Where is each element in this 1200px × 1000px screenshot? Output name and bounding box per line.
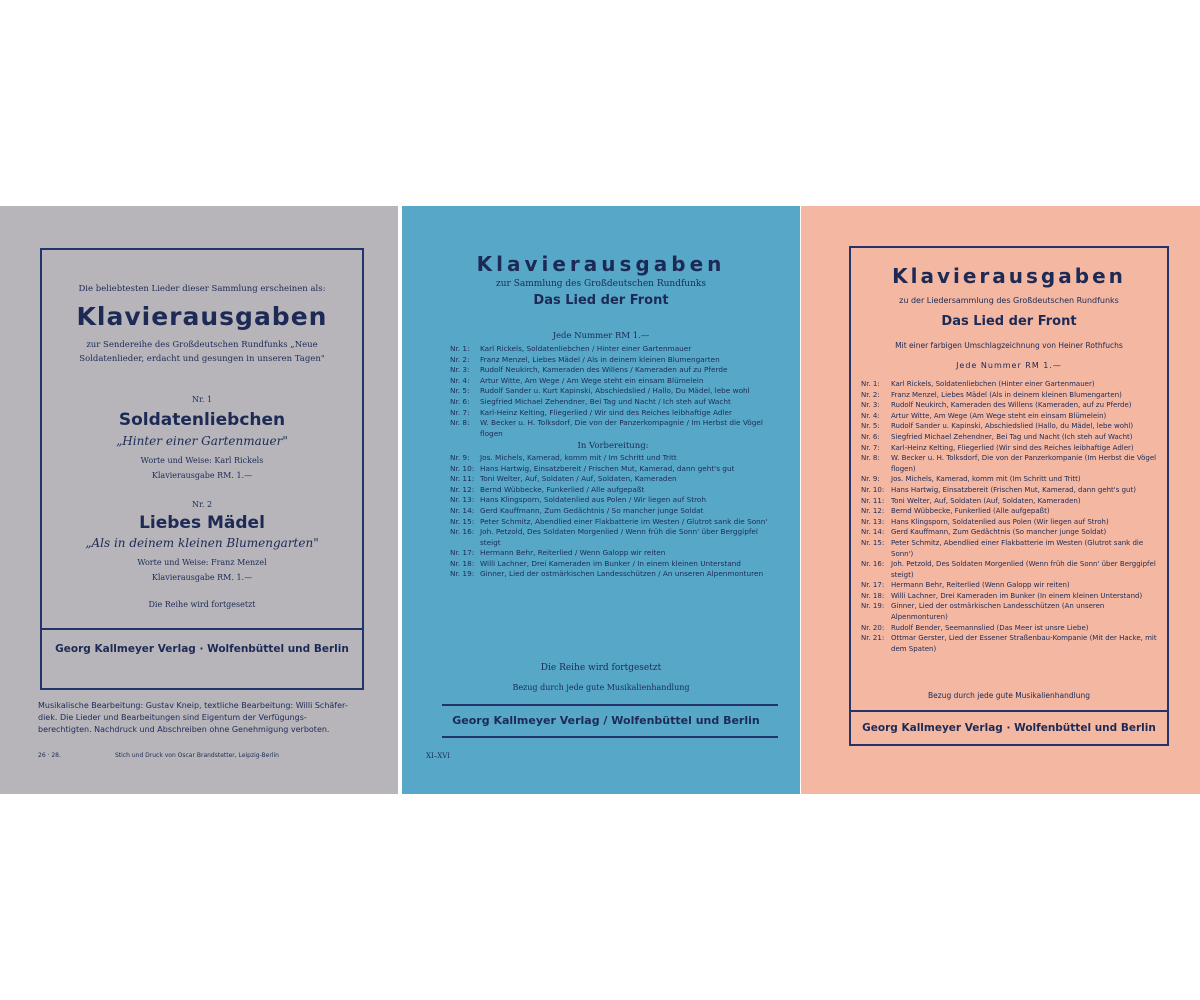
song-list (450, 344, 776, 580)
list-item (861, 411, 1159, 422)
supply-note: Bezug durch jede gute Musikalienhandlung (928, 691, 1090, 700)
item-number: Nr. 9: (861, 475, 880, 484)
cover-note: Mit einer farbigen Umschlagzeichnung von Heiner Rothfuchs (895, 341, 1123, 350)
item-text: Artur Witte, Am Wege / Am Wege steht ein einsam Blümelein (480, 375, 704, 385)
list-item (450, 355, 776, 366)
continued-note: Die Reihe wird fortgesetzt (540, 663, 662, 673)
list-item (450, 527, 776, 548)
item-number: Nr. 6: (450, 396, 470, 406)
list-item (861, 538, 1159, 559)
item-text: Franz Menzel, Liebes Mädel / Als in deinem kleinen Blumengarten (480, 354, 720, 364)
prep-heading: In Vorbereitung: (577, 441, 649, 452)
series-title: Das Lied der Front (941, 314, 1077, 329)
series-title: Das Lied der Front (533, 293, 669, 308)
item-text: Willi Lachner, Drei Kameraden im Bunker / In einem kleinen Unterstand (480, 558, 741, 568)
list-item (450, 485, 776, 496)
item-number: Nr. 17: (861, 581, 885, 590)
item-text: Karl-Heinz Kelting, Fliegerlied (Wir sind des Reiches leibhaftige Adler) (891, 443, 1134, 452)
item-number: Nr. 2 (191, 500, 213, 509)
item-number: Nr. 20: (861, 623, 885, 632)
item-text: Gerd Kauffmann, Zum Gedächtnis (So mancher junge Soldat) (891, 528, 1107, 537)
cover-frame (40, 248, 364, 690)
publisher: Georg Kallmeyer Verlag · Wolfenbüttel und Berlin (862, 722, 1156, 734)
item-text: Rudolf Neukirch, Kameraden des Willens / Kameraden auf zu Pferde (480, 365, 728, 375)
list-item (861, 601, 1159, 622)
cover-title: Klavierausgaben (476, 252, 726, 276)
list-item (861, 506, 1159, 517)
footnote-line: diek. Die Lieder und Bearbeitungen sind Eigentum der Verfügungs- (38, 713, 307, 722)
list-item (450, 464, 776, 475)
item-text: W. Becker u. H. Tolksdorf, Die von der Panzerkompanie (Im Herbst die Vögel flogen) (891, 454, 1157, 473)
item-text: Joh. Petzold, Des Soldaten Morgenlied (Wenn früh die Sonn' über Berggipfel steigt) (891, 560, 1156, 579)
divider (851, 710, 1167, 712)
item-title: Liebes Mädel (139, 513, 265, 533)
item-number: Nr. 4: (450, 375, 470, 385)
list-item (861, 443, 1159, 454)
footnote (38, 700, 368, 736)
item-number: Nr. 16: (450, 527, 475, 537)
divider (42, 628, 362, 630)
book-cover-blue (402, 206, 800, 794)
list-item (861, 517, 1159, 528)
price-line: Jede Nummer RM 1.— (956, 361, 1062, 370)
item-number: Nr. 7: (450, 407, 470, 417)
item-text: Hans Hartwig, Einsatzbereit (Frischen Mut, Kamerad, dann geht's gut) (891, 485, 1136, 494)
list-item (450, 517, 776, 528)
list-item (450, 365, 776, 376)
list-item (450, 386, 776, 397)
item-number: Nr. 2: (861, 390, 880, 399)
list-item (861, 390, 1159, 401)
item-text: Ginner, Lied der ostmärkischen Landesschützen / An unseren Alpenmonturen (480, 569, 764, 579)
item-text: Rudolf Bender, Seemannslied (Das Meer ist unsre Liebe) (891, 623, 1089, 632)
divider (442, 704, 778, 706)
item-number: Nr. 10: (450, 463, 475, 473)
item-text: Hans Klingsporn, Soldatenlied aus Polen / Wir liegen auf Stroh (480, 495, 707, 505)
list-item (861, 623, 1159, 634)
subtitle-line: Soldatenlieder, erdacht und gesungen in unseren Tagen" (79, 354, 325, 364)
item-text: W. Becker u. H. Tolksdorf, Die von der Panzerkompagnie / Im Herbst die Vögel flogen (480, 418, 763, 438)
list-item (450, 418, 776, 439)
list-item (450, 495, 776, 506)
item-text: Karl-Heinz Kelting, Fliegerlied / Wir sind des Reiches leibhaftige Adler (480, 407, 733, 417)
list-item (861, 527, 1159, 538)
list-item (861, 474, 1159, 485)
footnote-line: berechtigten. Nachdruck und Abschreiben ohne Genehmigung verboten. (38, 725, 330, 734)
item-text: Rudolf Neukirch, Kameraden des Willens (Kameraden, auf zu Pferde) (891, 401, 1132, 410)
item-number: Nr. 13: (450, 495, 475, 505)
print-numbers: XI–XVI (426, 752, 451, 760)
item-number: Nr. 13: (861, 517, 885, 526)
song-list (861, 379, 1159, 654)
item-number: Nr. 16: (861, 560, 885, 569)
subtitle-line: zur Sendereihe des Großdeutschen Rundfunks „Neue (86, 340, 318, 350)
supply-note: Bezug durch jede gute Musikalienhandlung (512, 683, 690, 692)
item-number: Nr. 5: (861, 422, 880, 431)
list-item (450, 559, 776, 570)
printer-note: Stich und Druck von Oscar Brandstetter, Leipzig-Berlin (115, 752, 279, 759)
item-text: Siegfried Michael Zehendner, Bei Tag und Nacht (Ich steh auf Wacht) (891, 432, 1133, 441)
cover-frame (849, 246, 1169, 746)
list-item (861, 580, 1159, 591)
item-number: Nr. 11: (861, 496, 885, 505)
item-text: Toni Welter, Auf, Soldaten / Auf, Soldaten, Kameraden (480, 474, 677, 484)
list-item (861, 496, 1159, 507)
list-item (450, 408, 776, 419)
list-item (861, 432, 1159, 443)
item-text: Hans Hartwig, Einsatzbereit / Frischen Mut, Kamerad, dann geht's gut (480, 463, 735, 473)
item-text: Bernd Wübbecke, Funkerlied / Alle aufgepaßt (480, 484, 645, 494)
item-number: Nr. 8: (450, 418, 470, 428)
item-price: Klavierausgabe RM. 1.— (151, 471, 253, 480)
item-text: Karl Rickels, Soldatenliebchen / Hinter einer Gartenmauer (480, 344, 692, 353)
item-price: Klavierausgabe RM. 1.— (151, 573, 253, 582)
cover-title: Klavierausgaben (76, 302, 328, 331)
list-item (450, 453, 776, 464)
item-text: Bernd Wübbecke, Funkerlied (Alle aufgepaßt) (891, 507, 1050, 516)
item-credit: Worte und Weise: Franz Menzel (137, 558, 267, 567)
item-text: Siegfried Michael Zehendner, Bei Tag und Nacht / Ich steh auf Wacht (480, 396, 731, 406)
item-text: Ottmar Gerster, Lied der Essener Straßenbau-Kompanie (Mit der Hacke, mit dem Spaten) (891, 634, 1157, 653)
item-text: Karl Rickels, Soldatenliebchen (Hinter einer Gartenmauer) (891, 380, 1095, 388)
item-text: Artur Witte, Am Wege (Am Wege steht ein einsam Blümelein) (891, 411, 1107, 420)
item-number: Nr. 21: (861, 634, 885, 643)
item-text: Joh. Petzold, Des Soldaten Morgenlied / Wenn früh die Sonn' über Berggipfel steigt (480, 527, 758, 547)
publisher: Georg Kallmeyer Verlag · Wolfenbüttel und Berlin (55, 643, 349, 655)
continued-note: Die Reihe wird fortgesetzt (148, 600, 256, 609)
item-number: Nr. 7: (861, 443, 880, 452)
item-number: Nr. 10: (861, 485, 885, 494)
item-number: Nr. 4: (861, 411, 880, 420)
item-number: Nr. 15: (450, 516, 475, 526)
cover-subtitle: zu der Liedersammlung des Großdeutschen Rundfunks (899, 296, 1119, 305)
item-text: Ginner, Lied der ostmärkischen Landesschützen (An unseren Alpenmonturen) (891, 602, 1105, 622)
list-item (861, 421, 1159, 432)
item-number: Nr. 9: (450, 452, 470, 462)
list-item (450, 474, 776, 485)
item-text: Hans Klingsporn, Soldatenlied aus Polen (Wir liegen auf Stroh) (891, 517, 1109, 526)
item-number: Nr. 6: (861, 432, 880, 441)
item-number: Nr. 1: (450, 344, 470, 353)
price-line: Jede Nummer RM 1.— (552, 331, 650, 341)
item-number: Nr. 19: (861, 602, 885, 611)
item-text: Peter Schmitz, Abendlied einer Flakbatterie im Westen (Glutrot sank die Sonn') (891, 538, 1144, 558)
item-number: Nr. 12: (861, 507, 885, 516)
item-number: Nr. 12: (450, 484, 475, 494)
item-number: Nr. 11: (450, 474, 475, 484)
list-item (861, 485, 1159, 496)
item-text: Hermann Behr, Reiterlied (Wenn Galopp wir reiten) (891, 581, 1070, 590)
item-text: Gerd Kauffmann, Zum Gedächtnis / So mancher junge Soldat (480, 505, 704, 515)
item-text: Hermann Behr, Reiterlied / Wenn Galopp wir reiten (480, 548, 666, 558)
item-text: Willi Lachner, Drei Kameraden im Bunker (In einem kleinen Unterstand) (891, 591, 1143, 600)
item-number: Nr. 3: (861, 401, 880, 410)
item-number: Nr. 5: (450, 386, 470, 396)
item-text: Rudolf Sander u. Kurt Kapinski, Abschiedslied / Hallo, Du Mädel, lebe wohl (480, 386, 750, 396)
list-item (861, 379, 1159, 390)
item-title: Soldatenliebchen (118, 410, 286, 430)
item-text: Rudolf Sander u. Kapinski, Abschiedslied (Hallo, du Mädel, lebe wohl) (891, 422, 1134, 431)
item-text: Toni Welter, Auf, Soldaten (Auf, Soldaten, Kameraden) (891, 496, 1081, 505)
list-item (450, 548, 776, 559)
item-credit: Worte und Weise: Karl Rickels (140, 456, 264, 465)
book-cover-grey (0, 206, 398, 794)
footnote-line: Musikalische Bearbeitung: Gustav Kneip, textliche Bearbeitung: Willi Schäfer- (38, 701, 348, 710)
item-text: Jos. Michels, Kamerad, komm mit (Im Schritt und Tritt) (891, 475, 1081, 484)
item-number: Nr. 1: (861, 380, 880, 388)
list-item (450, 397, 776, 408)
item-number: Nr. 8: (861, 454, 880, 463)
list-item (450, 344, 776, 355)
item-text: Franz Menzel, Liebes Mädel (Als in deinem kleinen Blumengarten) (891, 390, 1122, 399)
list-item (450, 569, 776, 580)
item-subtitle: „Hinter einer Gartenmauer" (116, 434, 288, 448)
cover-title: Klavierausgaben (892, 264, 1126, 288)
list-item (450, 506, 776, 517)
book-cover-pink (801, 206, 1200, 794)
list-item (861, 559, 1159, 580)
item-text: Peter Schmitz, Abendlied einer Flakbatterie im Westen / Glutrot sank die Sonn' (480, 516, 768, 526)
item-number: Nr. 2: (450, 354, 470, 364)
print-numbers: 26 · 28. (38, 752, 61, 759)
publisher: Georg Kallmeyer Verlag / Wolfenbüttel und Berlin (452, 714, 760, 727)
list-item (450, 376, 776, 387)
cover-subtitle: zur Sammlung des Großdeutschen Rundfunks (496, 279, 706, 289)
divider (442, 736, 778, 738)
item-number: Nr. 17: (450, 548, 475, 558)
item-number: Nr. 1 (191, 395, 213, 404)
item-number: Nr. 19: (450, 569, 475, 579)
item-subtitle: „Als in deinem kleinen Blumengarten" (85, 536, 319, 550)
list-item (861, 400, 1159, 411)
item-text: Jos. Michels, Kamerad, komm mit / Im Schritt und Tritt (480, 452, 677, 462)
item-number: Nr. 3: (450, 365, 470, 375)
item-number: Nr. 14: (861, 528, 885, 537)
item-number: Nr. 14: (450, 505, 475, 515)
item-number: Nr. 15: (861, 538, 885, 547)
list-item (861, 591, 1159, 602)
item-number: Nr. 18: (450, 558, 475, 568)
list-item (861, 453, 1159, 474)
intro-text: Die beliebtesten Lieder dieser Sammlung erscheinen als: (78, 284, 326, 294)
item-number: Nr. 18: (861, 591, 885, 600)
list-item (861, 633, 1159, 654)
